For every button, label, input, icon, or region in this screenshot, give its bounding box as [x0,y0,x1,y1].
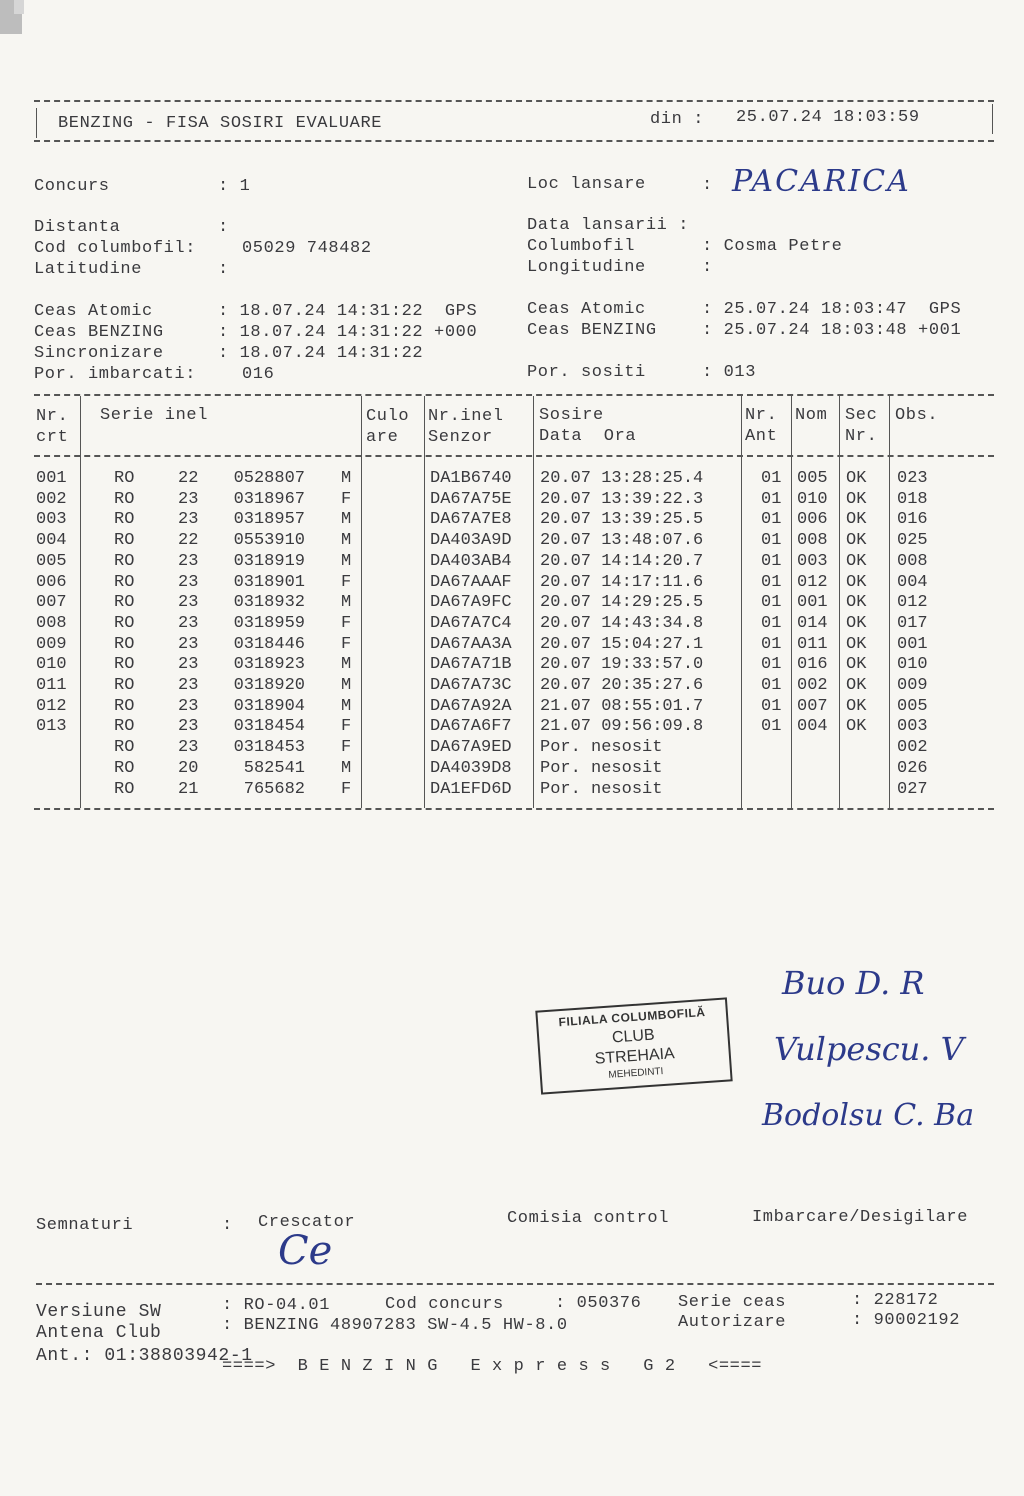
ceas-benzing-label: Ceas BENZING [34,323,164,342]
cell-nom: 016 [797,655,828,675]
report-title: BENZING - FISA SOSIRI EVALUARE [58,114,383,133]
cell-nr: 013 [36,717,67,737]
cell-nom: 007 [797,696,828,716]
cell-tara: RO [114,779,135,799]
header-data-ora: Data Ora [539,427,637,446]
cell-tara: RO [114,655,135,675]
cell-sex: F [341,738,352,758]
header-culoare-2: are [366,428,399,447]
cell-num: 0318932 [233,593,305,613]
cell-senzor: DA67A6F7 [430,717,512,737]
benzing-express-banner: ====> B E N Z I N G E x p r e s s G 2 <==== [222,1357,763,1376]
cell-sosire: 20.07 13:48:07.6 [540,531,704,551]
cell-sosire: 21.07 09:56:09.8 [540,717,704,737]
autorizare-label: Autorizare [678,1313,787,1332]
cell-sosire: 20.07 13:39:22.3 [540,489,704,509]
cell-tara: RO [114,717,135,737]
loc-lansare-label: Loc lansare [527,175,646,194]
cell-obs: 009 [897,676,928,695]
header-sec: Sec [845,406,878,425]
cell-tara: RO [114,510,135,530]
cell-obs: 026 [897,758,928,778]
cell-num: 0318919 [233,551,305,571]
cell-nr: 010 [36,655,67,675]
cell-nr: 001 [36,469,67,488]
cell-num: 582541 [243,758,305,778]
col-divider-serie [361,396,362,808]
cell-ant: 01 [761,696,782,716]
cell-sec: OK [846,696,867,716]
cell-an: 23 [178,655,199,675]
cell-nr: 007 [36,593,67,613]
cell-sec: OK [846,593,867,613]
cell-nom: 004 [797,717,828,737]
semnaturi-sep: : [222,1216,233,1235]
cell-an: 23 [178,717,199,737]
commission-signature-2: Vulpescu. V [774,1030,964,1068]
antena-club-label: Antena Club [36,1323,162,1343]
cell-senzor: DA67A75E [430,489,512,509]
cell-sex: M [341,531,352,551]
cell-ant: 01 [761,572,782,592]
cell-senzor: DA67A71B [430,655,512,675]
cell-an: 23 [178,738,199,758]
cell-sec: OK [846,510,867,530]
cell-nom: 010 [797,489,828,509]
cell-sec: OK [846,676,867,695]
antena-club-value: : BENZING 48907283 SW-4.5 HW-8.0 [222,1316,568,1335]
ceas-atomic-right-value: : 25.07.24 18:03:47 GPS [702,300,962,319]
ceas-benzing-right-value: : 25.07.24 18:03:48 +001 [702,321,962,340]
distanta-label: Distanta [34,218,121,237]
cell-obs: 001 [897,634,928,654]
ceas-benzing-right-label: Ceas BENZING [527,321,657,340]
club-stamp [535,997,732,1094]
sincronizare-label: Sincronizare [34,344,164,363]
cell-nom: 001 [797,593,828,613]
cell-num: 0318901 [233,572,305,592]
cell-ant: 01 [761,613,782,633]
footer-top-rule [36,1283,994,1285]
cell-nr: 012 [36,696,67,716]
loc-lansare-handwritten: PACARICA [732,164,911,199]
cell-senzor: DA67A73C [430,676,512,695]
cell-sosire: 20.07 14:17:11.6 [540,572,704,592]
cell-senzor: DA67A7C4 [430,613,512,633]
header-nr-inel: Nr.inel [428,407,504,426]
cell-senzor: DA1EFD6D [430,779,512,799]
crescator-label: Crescator [258,1213,356,1232]
cod-columbofil-label: Cod columbofil: [34,239,197,258]
cell-sex: M [341,510,352,530]
cell-senzor: DA67A9FC [430,593,512,613]
comisia-control-label: Comisia control [507,1209,670,1228]
ceas-benzing-value: : 18.07.24 14:31:22 +000 [218,323,478,342]
cell-sex: F [341,634,352,654]
cell-sec: OK [846,531,867,551]
serie-ceas-label: Serie ceas [678,1293,787,1312]
col-divider-nom [839,396,840,808]
cell-nom: 006 [797,510,828,530]
cell-num: 0318904 [233,696,305,716]
cell-sex: F [341,779,352,799]
cell-sosire: 20.07 14:29:25.5 [540,593,704,613]
ant-line: Ant.: 01:38803942-1 [36,1346,253,1366]
cell-ant: 01 [761,717,782,737]
table-bottom-rule [34,808,994,810]
col-divider-culoare [424,396,425,808]
cell-sex: M [341,655,352,675]
cell-obs: 018 [897,489,928,509]
cell-nr: 006 [36,572,67,592]
cell-tara: RO [114,551,135,571]
autorizare-value: : 90002192 [852,1311,961,1330]
cell-sex: M [341,551,352,571]
commission-signature-1: Buo D. R [782,964,925,1002]
cell-senzor: DA67A7E8 [430,510,512,530]
header-sec-nr: Nr. [845,427,878,446]
cell-nom: 011 [797,634,828,654]
cell-num: 0528807 [233,469,305,488]
cell-sosire: 20.07 20:35:27.6 [540,676,704,695]
header-ant: Ant [745,427,778,446]
cell-nr: 002 [36,489,67,509]
cell-tara: RO [114,613,135,633]
cell-sosire: 20.07 14:43:34.8 [540,613,704,633]
cell-sex: F [341,572,352,592]
latitudine-label: Latitudine [34,260,143,279]
cell-num: 0318446 [233,634,305,654]
cell-tara: RO [114,531,135,551]
header-right-border [992,104,993,134]
cell-an: 22 [178,531,199,551]
cell-obs: 004 [897,572,928,592]
header-crt: crt [36,428,69,447]
cell-senzor: DA1B6740 [430,469,512,488]
cell-sosire: Por. nesosit [540,758,663,778]
porumbei-sositi-value: : 013 [702,363,757,382]
header-nom: Nom [795,406,828,425]
cell-tara: RO [114,738,135,758]
cell-nom: 012 [797,572,828,592]
cell-an: 20 [178,758,199,778]
columbofil-label: Columbofil [527,237,636,256]
cell-num: 0318957 [233,510,305,530]
cell-an: 23 [178,696,199,716]
cell-sosire: 20.07 14:14:20.7 [540,551,704,571]
cell-sosire: 21.07 08:55:01.7 [540,696,704,716]
latitudine-value: : [218,260,229,279]
cell-nr: 003 [36,510,67,530]
cell-sex: F [341,717,352,737]
cell-num: 0318454 [233,717,305,737]
cell-num: 765682 [243,779,305,799]
cell-obs: 005 [897,696,928,716]
cell-ant: 01 [761,634,782,654]
stamp-line-4: MEHEDINTI [608,1066,664,1081]
cell-sosire: Por. nesosit [540,779,663,799]
cell-ant: 01 [761,510,782,530]
ceas-atomic-label: Ceas Atomic [34,302,153,321]
cell-sosire: 20.07 13:39:25.5 [540,510,704,530]
cell-tara: RO [114,696,135,716]
cell-an: 23 [178,510,199,530]
cell-obs: 027 [897,779,928,799]
cell-tara: RO [114,572,135,592]
cell-sec: OK [846,717,867,737]
header-bottom-rule [34,140,994,142]
distanta-value: : [218,218,229,237]
commission-signature-3: Bodolsu C. Ba [762,1098,975,1133]
cod-columbofil-value: 05029 748482 [242,239,372,258]
longitudine-value: : [702,258,713,277]
cell-sec: OK [846,469,867,488]
cell-nr: 009 [36,634,67,654]
cell-sosire: 20.07 13:28:25.4 [540,469,704,488]
report-date-value: 25.07.24 18:03:59 [736,108,920,127]
cell-sec: OK [846,551,867,571]
cell-num: 0318923 [233,655,305,675]
semnaturi-label: Semnaturi [36,1216,134,1235]
cell-an: 23 [178,634,199,654]
cell-senzor: DA67AAAF [430,572,512,592]
cell-an: 23 [178,593,199,613]
stamp-line-3: STREHAIA [594,1045,676,1068]
cell-nr: 004 [36,531,67,551]
cell-obs: 002 [897,738,928,758]
cell-nom: 002 [797,676,828,695]
cell-an: 22 [178,469,199,488]
cell-sex: F [341,489,352,509]
cell-nr: 008 [36,613,67,633]
cell-obs: 010 [897,655,928,675]
porumbei-sositi-label: Por. sositi [527,363,646,382]
header-nr: Nr. [36,407,69,426]
cell-ant: 01 [761,469,782,488]
cell-an: 21 [178,779,199,799]
cell-an: 23 [178,572,199,592]
cell-an: 23 [178,489,199,509]
cell-tara: RO [114,676,135,695]
cell-num: 0318959 [233,613,305,633]
crescator-signature: Ce [278,1228,333,1274]
cell-obs: 003 [897,717,928,737]
cell-num: 0318453 [233,738,305,758]
cell-sec: OK [846,655,867,675]
cell-tara: RO [114,634,135,654]
concurs-label: Concurs [34,177,110,196]
cell-tara: RO [114,593,135,613]
cell-senzor: DA403AB4 [430,551,512,571]
cell-sex: F [341,613,352,633]
cell-ant: 01 [761,593,782,613]
header-top-rule [34,100,994,102]
columbofil-value: : Cosma Petre [702,237,843,256]
cell-nom: 014 [797,613,828,633]
cell-ant: 01 [761,489,782,509]
cell-sec: OK [846,613,867,633]
cell-an: 23 [178,613,199,633]
table-top-rule [34,394,994,396]
cell-sex: M [341,696,352,716]
cell-tara: RO [114,469,135,488]
cell-nom: 005 [797,469,828,488]
longitudine-label: Longitudine [527,258,646,277]
header-senzor: Senzor [428,428,493,447]
loc-lansare-sep: : [702,176,713,195]
cod-concurs-value: : 050376 [555,1294,642,1313]
cell-sec: OK [846,489,867,509]
cell-nom: 003 [797,551,828,571]
header-serie-inel: Serie inel [100,406,209,425]
cod-concurs-label: Cod concurs [385,1295,504,1314]
table-header-rule [34,455,994,457]
cell-num: 0318920 [233,676,305,695]
stamp-line-2: CLUB [611,1026,656,1047]
cell-senzor: DA403A9D [430,531,512,551]
cell-tara: RO [114,758,135,778]
cell-obs: 012 [897,593,928,613]
cell-nom: 008 [797,531,828,551]
col-divider-nr [80,396,81,808]
col-divider-sosire [741,396,742,808]
porumbei-imbarcati-value: 016 [242,365,275,384]
cell-nr: 011 [36,676,67,695]
cell-ant: 01 [761,531,782,551]
cell-sex: M [341,676,352,695]
cell-ant: 01 [761,655,782,675]
serie-ceas-value: : 228172 [852,1291,939,1310]
cell-obs: 016 [897,510,928,530]
col-divider-ant [791,396,792,808]
col-divider-sec [889,396,890,808]
cell-tara: RO [114,489,135,509]
stamp-line-1: FILIALA COLUMBOFILĂ [558,1004,706,1030]
cell-an: 23 [178,676,199,695]
ceas-atomic-right-label: Ceas Atomic [527,300,646,319]
sincronizare-value: : 18.07.24 14:31:22 [218,344,424,363]
cell-sex: M [341,469,352,488]
cell-sosire: 20.07 19:33:57.0 [540,655,704,675]
cell-ant: 01 [761,676,782,695]
cell-senzor: DA67A92A [430,696,512,716]
cell-sec: OK [846,634,867,654]
cell-sex: M [341,758,352,778]
cell-num: 0318967 [233,489,305,509]
header-obs: Obs. [895,406,939,425]
cell-sec: OK [846,572,867,592]
porumbei-imbarcati-label: Por. imbarcati: [34,365,197,384]
header-culoare-1: Culo [366,407,410,426]
cell-num: 0553910 [233,531,305,551]
cell-ant: 01 [761,551,782,571]
cell-nr: 005 [36,551,67,571]
imbarcare-desigilare-label: Imbarcare/Desigilare [752,1208,969,1227]
cell-sosire: 20.07 15:04:27.1 [540,634,704,654]
cell-senzor: DA67A9ED [430,738,512,758]
versiune-sw-value: : RO-04.01 [222,1296,331,1315]
cell-sosire: Por. nesosit [540,738,663,758]
header-nr-ant: Nr. [745,406,778,425]
ceas-atomic-value: : 18.07.24 14:31:22 GPS [218,302,478,321]
report-date-label: din : [650,110,705,129]
cell-an: 23 [178,551,199,571]
scan-corner-mark-inner [14,0,24,14]
header-sosire: Sosire [539,406,604,425]
cell-obs: 008 [897,551,928,571]
cell-senzor: DA67AA3A [430,634,512,654]
cell-senzor: DA4039D8 [430,758,512,778]
versiune-sw-label: Versiune SW [36,1302,162,1322]
cell-obs: 017 [897,613,928,633]
col-divider-senzor [533,396,534,808]
cell-obs: 025 [897,531,928,551]
header-left-border [36,108,37,138]
data-lansarii-label: Data lansarii : [527,216,690,235]
cell-sex: M [341,593,352,613]
cell-obs: 023 [897,469,928,488]
concurs-value: : 1 [218,177,251,196]
